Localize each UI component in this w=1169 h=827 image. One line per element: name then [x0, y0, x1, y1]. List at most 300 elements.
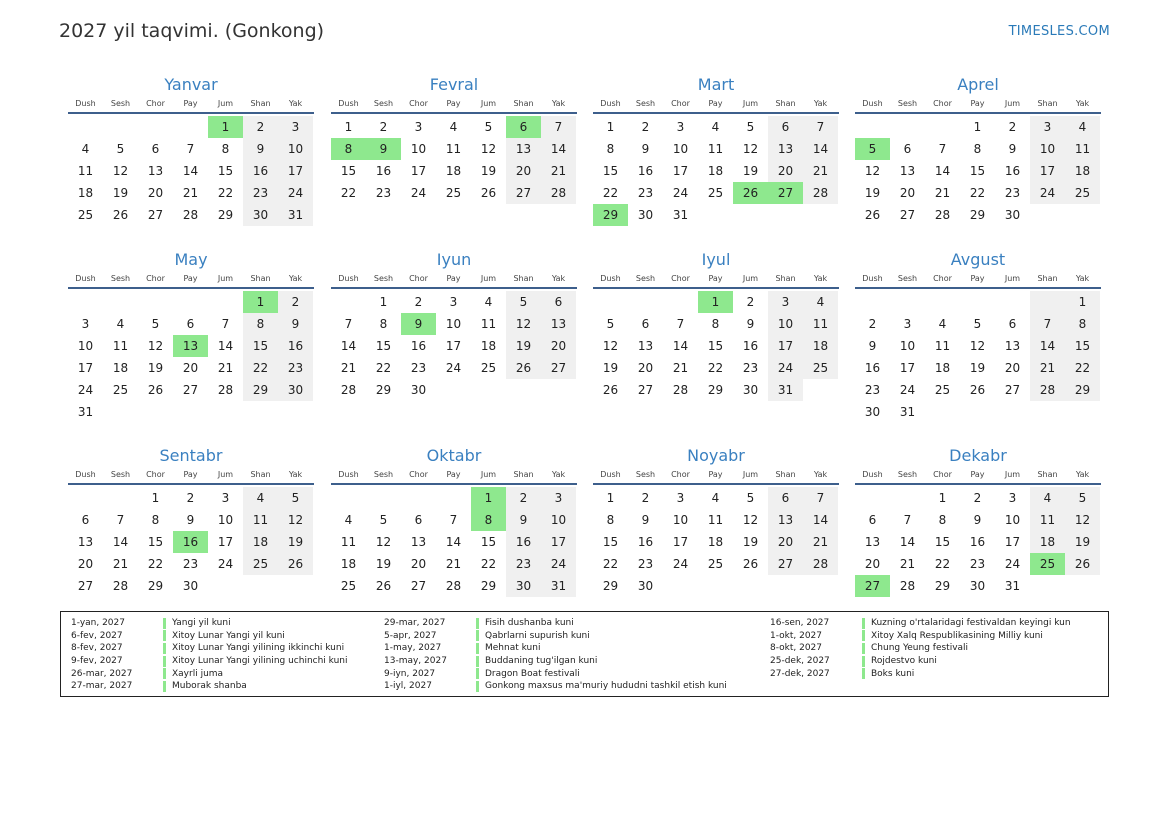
month-aprel: [855, 74, 1101, 226]
weekday-label: Jum: [217, 274, 234, 283]
day-cell: 26: [278, 553, 313, 575]
weekday-label: Dush: [338, 274, 359, 283]
day-cell: 26: [742, 557, 759, 571]
weekday-label: Yak: [551, 99, 566, 108]
empty-day-cell: [960, 291, 995, 313]
weekday-label: Sesh: [110, 470, 131, 479]
legend-row: [71, 630, 348, 643]
day-cell: 5: [484, 120, 493, 134]
legend-holiday-name: Mehnat kuni: [485, 643, 541, 654]
month-divider: [68, 112, 314, 114]
day-cell: 17: [77, 361, 94, 375]
day-cell: 6: [186, 317, 195, 331]
day-cell: 28: [445, 579, 462, 593]
month-divider: [331, 112, 577, 114]
day-cell: 12: [742, 142, 759, 156]
day-cell: 29: [480, 579, 497, 593]
day-cell: 23: [637, 557, 654, 571]
day-cell: 24: [768, 357, 803, 379]
day-cell: 22: [217, 186, 234, 200]
day-cell: 19: [112, 186, 129, 200]
day-cell: 13: [864, 535, 881, 549]
legend-date: 1-yan, 2027: [71, 618, 125, 629]
day-cell: 2: [278, 291, 313, 313]
day-cell: 22: [243, 357, 278, 379]
month-divider: [331, 287, 577, 289]
legend-holiday-name: Kuzning o'rtalaridagi festivaldan keyingi kun: [871, 618, 1071, 629]
weekday-label: Jum: [1004, 274, 1021, 283]
day-cell: 11: [445, 142, 462, 156]
legend-date: 6-fev, 2027: [71, 630, 123, 641]
month-name: Sentabr: [159, 446, 223, 465]
day-cell: 30: [969, 579, 986, 593]
day-cell: 23: [969, 557, 986, 571]
month-name: Oktabr: [426, 446, 482, 465]
day-cell: 10: [541, 509, 576, 531]
empty-day-cell: [1030, 204, 1065, 226]
weekday-label: Yak: [288, 470, 303, 479]
day-cell: 11: [112, 339, 129, 353]
empty-day-cell: [925, 116, 960, 138]
day-cell: 12: [864, 164, 881, 178]
month-name: Avgust: [950, 250, 1006, 269]
day-cell: 15: [147, 535, 164, 549]
weekday-label: Dush: [600, 274, 621, 283]
day-cell: 17: [278, 160, 313, 182]
day-cell: 8: [379, 317, 388, 331]
day-cell: 9: [973, 513, 982, 527]
day-cell: 20: [768, 160, 803, 182]
day-cell: 6: [1008, 317, 1017, 331]
day-cell: 15: [375, 339, 392, 353]
day-cell: 11: [1030, 509, 1065, 531]
day-cell: 31: [77, 405, 94, 419]
day-cell: 2: [746, 295, 755, 309]
legend-row: [71, 680, 348, 693]
empty-day-cell: [103, 116, 138, 138]
day-cell: 9: [278, 313, 313, 335]
weekday-label: Jum: [217, 470, 234, 479]
day-cell: 22: [1065, 357, 1100, 379]
day-cell: 7: [449, 513, 458, 527]
day-cell: 13: [768, 138, 803, 160]
legend-column-3: [770, 617, 1071, 680]
day-cell: 9: [641, 513, 650, 527]
weekday-label: Dush: [75, 470, 96, 479]
day-cell: 20: [541, 335, 576, 357]
weekday-label: Shan: [775, 274, 796, 283]
empty-day-cell: [1065, 204, 1100, 226]
day-cell: 24: [410, 186, 427, 200]
legend-marker: [862, 656, 865, 667]
day-grid: [331, 487, 577, 597]
empty-day-cell: [803, 379, 838, 401]
empty-day-cell: [68, 291, 103, 313]
day-cell: 12: [506, 313, 541, 335]
day-cell: 3: [221, 491, 230, 505]
day-cell: 3: [676, 120, 685, 134]
holiday-day-cell: 5: [855, 138, 890, 160]
day-cell: 6: [641, 317, 650, 331]
day-cell: 30: [410, 383, 427, 397]
month-name: Yanvar: [164, 75, 218, 94]
day-cell: 31: [768, 379, 803, 401]
day-cell: 12: [742, 513, 759, 527]
empty-day-cell: [331, 291, 366, 313]
day-cell: 9: [1008, 142, 1017, 156]
day-cell: 19: [375, 557, 392, 571]
month-divider: [593, 483, 839, 485]
day-cell: 9: [506, 509, 541, 531]
day-cell: 25: [1065, 182, 1100, 204]
empty-day-cell: [663, 291, 698, 313]
day-cell: 18: [112, 361, 129, 375]
day-cell: 9: [868, 339, 877, 353]
empty-day-cell: [138, 116, 173, 138]
site-link[interactable]: TIMESLES.COM: [1008, 24, 1110, 39]
day-cell: 3: [81, 317, 90, 331]
legend-row: [770, 642, 1071, 655]
holiday-day-cell: 27: [855, 575, 890, 597]
day-cell: 8: [151, 513, 160, 527]
empty-day-cell: [960, 401, 995, 423]
day-cell: 3: [1030, 116, 1065, 138]
day-cell: 6: [151, 142, 160, 156]
day-cell: 24: [541, 553, 576, 575]
legend-date: 8-okt, 2027: [770, 643, 823, 654]
day-cell: 13: [506, 138, 541, 160]
day-cell: 26: [506, 357, 541, 379]
day-cell: 20: [637, 361, 654, 375]
day-cell: 16: [243, 160, 278, 182]
weekday-label: Chor: [146, 99, 165, 108]
day-cell: 5: [746, 491, 755, 505]
weekday-label: Sesh: [373, 470, 394, 479]
day-cell: 27: [77, 579, 94, 593]
day-cell: 6: [768, 487, 803, 509]
day-cell: 11: [77, 164, 94, 178]
day-cell: 19: [480, 164, 497, 178]
day-cell: 19: [742, 535, 759, 549]
empty-day-cell: [1065, 401, 1100, 423]
weekday-label: Pay: [183, 99, 198, 108]
day-cell: 28: [182, 208, 199, 222]
legend-marker: [476, 668, 479, 679]
day-cell: 14: [340, 339, 357, 353]
empty-day-cell: [1030, 401, 1065, 423]
day-cell: 20: [899, 186, 916, 200]
day-cell: 31: [899, 405, 916, 419]
day-cell: 13: [768, 509, 803, 531]
legend-holiday-name: Yangi yil kuni: [172, 618, 231, 629]
month-yanvar: [68, 74, 314, 226]
day-cell: 31: [278, 204, 313, 226]
empty-day-cell: [103, 291, 138, 313]
day-cell: 29: [375, 383, 392, 397]
legend-date: 25-dek, 2027: [770, 656, 830, 667]
day-cell: 28: [340, 383, 357, 397]
day-cell: 8: [973, 142, 982, 156]
empty-day-cell: [278, 575, 313, 597]
holiday-day-cell: 1: [698, 291, 733, 313]
month-may: [68, 249, 314, 423]
weekday-header: [593, 271, 839, 287]
day-cell: 3: [768, 291, 803, 313]
day-cell: 19: [969, 361, 986, 375]
day-cell: 17: [445, 339, 462, 353]
day-cell: 24: [672, 186, 689, 200]
month-name: Dekabr: [949, 446, 1007, 465]
weekday-label: Dush: [862, 274, 883, 283]
day-cell: 12: [278, 509, 313, 531]
day-cell: 22: [602, 186, 619, 200]
day-cell: 12: [969, 339, 986, 353]
day-cell: 2: [1008, 120, 1017, 134]
empty-day-cell: [103, 401, 138, 423]
day-cell: 23: [410, 361, 427, 375]
day-cell: 4: [116, 317, 125, 331]
day-cell: 26: [112, 208, 129, 222]
day-cell: 27: [506, 182, 541, 204]
day-cell: 25: [803, 357, 838, 379]
legend-date: 13-may, 2027: [384, 656, 447, 667]
weekday-label: Yak: [1075, 99, 1090, 108]
month-name: Fevral: [429, 75, 479, 94]
holiday-day-cell: 29: [593, 204, 628, 226]
day-cell: 28: [112, 579, 129, 593]
weekday-label: Shan: [775, 470, 796, 479]
legend-row: [770, 655, 1071, 668]
weekday-label: Pay: [970, 470, 985, 479]
weekday-label: Chor: [933, 274, 952, 283]
day-cell: 30: [637, 208, 654, 222]
month-divider: [331, 483, 577, 485]
legend-marker: [862, 630, 865, 641]
day-cell: 2: [641, 491, 650, 505]
day-cell: 16: [506, 531, 541, 553]
holiday-day-cell: 1: [471, 487, 506, 509]
weekday-header: [855, 271, 1101, 287]
day-cell: 8: [221, 142, 230, 156]
day-cell: 3: [903, 317, 912, 331]
empty-day-cell: [1030, 575, 1065, 597]
empty-day-cell: [401, 487, 436, 509]
day-cell: 7: [803, 116, 838, 138]
legend-row: [384, 630, 727, 643]
day-cell: 18: [340, 557, 357, 571]
day-cell: 29: [707, 383, 724, 397]
day-cell: 21: [1030, 357, 1065, 379]
day-cell: 5: [506, 291, 541, 313]
day-cell: 16: [864, 361, 881, 375]
legend-marker: [163, 656, 166, 667]
day-cell: 6: [541, 291, 576, 313]
day-cell: 12: [480, 142, 497, 156]
day-cell: 20: [768, 531, 803, 553]
empty-day-cell: [366, 487, 401, 509]
day-cell: 10: [217, 513, 234, 527]
day-cell: 16: [637, 164, 654, 178]
day-cell: 11: [480, 317, 497, 331]
day-cell: 24: [278, 182, 313, 204]
day-cell: 2: [506, 487, 541, 509]
legend-date: 26-mar, 2027: [71, 668, 133, 679]
weekday-label: Chor: [146, 274, 165, 283]
day-cell: 4: [1065, 116, 1100, 138]
legend-row: [71, 617, 348, 630]
day-cell: 21: [672, 361, 689, 375]
day-cell: 24: [77, 383, 94, 397]
empty-day-cell: [173, 291, 208, 313]
legend-marker: [163, 643, 166, 654]
legend-holiday-name: Muborak shanba: [172, 681, 247, 692]
day-cell: 1: [1065, 291, 1100, 313]
weekday-label: Dush: [862, 99, 883, 108]
day-cell: 4: [711, 120, 720, 134]
month-divider: [68, 287, 314, 289]
day-cell: 3: [278, 116, 313, 138]
day-cell: 14: [182, 164, 199, 178]
day-cell: 2: [186, 491, 195, 505]
day-cell: 8: [711, 317, 720, 331]
day-cell: 13: [147, 164, 164, 178]
weekday-label: Chor: [409, 274, 428, 283]
weekday-label: Pay: [183, 274, 198, 283]
weekday-label: Dush: [600, 99, 621, 108]
day-cell: 22: [375, 361, 392, 375]
day-cell: 30: [243, 204, 278, 226]
day-cell: 18: [707, 535, 724, 549]
legend-date: 1-iyl, 2027: [384, 681, 432, 692]
day-cell: 20: [506, 160, 541, 182]
day-cell: 15: [969, 164, 986, 178]
weekday-label: Sesh: [635, 99, 656, 108]
weekday-label: Chor: [671, 99, 690, 108]
day-cell: 11: [707, 142, 724, 156]
day-cell: 28: [672, 383, 689, 397]
day-cell: 25: [112, 383, 129, 397]
legend-marker: [163, 630, 166, 641]
day-cell: 7: [903, 513, 912, 527]
legend-column-2: [384, 617, 727, 693]
day-cell: 28: [217, 383, 234, 397]
day-cell: 14: [803, 509, 838, 531]
weekday-label: Pay: [708, 274, 723, 283]
day-cell: 19: [147, 361, 164, 375]
day-cell: 16: [742, 339, 759, 353]
day-cell: 22: [480, 557, 497, 571]
day-cell: 16: [410, 339, 427, 353]
weekday-label: Chor: [146, 470, 165, 479]
empty-day-cell: [768, 204, 803, 226]
day-cell: 30: [506, 575, 541, 597]
weekday-label: Pay: [446, 470, 461, 479]
day-cell: 18: [243, 531, 278, 553]
legend-marker: [163, 618, 166, 629]
day-cell: 15: [707, 339, 724, 353]
empty-day-cell: [243, 401, 278, 423]
weekday-label: Sesh: [373, 99, 394, 108]
day-cell: 5: [379, 513, 388, 527]
day-cell: 20: [1004, 361, 1021, 375]
day-cell: 21: [541, 160, 576, 182]
day-cell: 10: [899, 339, 916, 353]
holiday-day-cell: 26: [733, 182, 768, 204]
day-cell: 7: [1030, 313, 1065, 335]
legend-holiday-name: Chung Yeung festivali: [871, 643, 969, 654]
holiday-day-cell: 25: [1030, 553, 1065, 575]
legend-date: 5-apr, 2027: [384, 630, 437, 641]
day-cell: 24: [1004, 557, 1021, 571]
day-cell: 17: [768, 335, 803, 357]
legend-holiday-name: Fisih dushanba kuni: [485, 618, 574, 629]
day-cell: 10: [1004, 513, 1021, 527]
day-cell: 25: [707, 557, 724, 571]
day-cell: 8: [606, 513, 615, 527]
weekday-label: Shan: [250, 274, 271, 283]
day-cell: 3: [1008, 491, 1017, 505]
empty-day-cell: [278, 401, 313, 423]
legend-holiday-name: Boks kuni: [871, 668, 915, 679]
legend-marker: [862, 668, 865, 679]
day-cell: 24: [899, 383, 916, 397]
day-cell: 27: [899, 208, 916, 222]
weekday-label: Sesh: [897, 274, 918, 283]
day-grid: [331, 116, 577, 204]
weekday-label: Shan: [775, 99, 796, 108]
day-cell: 26: [375, 579, 392, 593]
legend-row: [384, 655, 727, 668]
day-cell: 16: [375, 164, 392, 178]
empty-day-cell: [471, 379, 506, 401]
empty-day-cell: [173, 116, 208, 138]
day-cell: 18: [1030, 531, 1065, 553]
month-name: Iyun: [436, 250, 472, 269]
day-cell: 15: [217, 164, 234, 178]
legend-row: [384, 642, 727, 655]
empty-day-cell: [138, 291, 173, 313]
holiday-day-cell: 8: [471, 509, 506, 531]
day-cell: 1: [344, 120, 353, 134]
weekday-header: [68, 271, 314, 287]
day-grid: [593, 291, 839, 401]
legend-date: 1-okt, 2027: [770, 630, 823, 641]
empty-day-cell: [436, 379, 471, 401]
day-cell: 1: [973, 120, 982, 134]
legend-column-1: [71, 617, 348, 693]
day-cell: 15: [934, 535, 951, 549]
legend-marker: [476, 656, 479, 667]
day-cell: 5: [973, 317, 982, 331]
month-dekabr: [855, 445, 1101, 597]
day-cell: 20: [182, 361, 199, 375]
day-grid: [593, 487, 839, 597]
weekday-label: Yak: [1075, 274, 1090, 283]
weekday-label: Dush: [338, 470, 359, 479]
day-cell: 17: [672, 535, 689, 549]
day-cell: 21: [934, 186, 951, 200]
legend-date: 16-sen, 2027: [770, 618, 830, 629]
day-cell: 29: [243, 379, 278, 401]
day-cell: 27: [182, 383, 199, 397]
weekday-label: Yak: [1075, 470, 1090, 479]
weekday-header: [68, 467, 314, 483]
day-cell: 3: [414, 120, 423, 134]
weekday-label: Shan: [250, 470, 271, 479]
day-cell: 14: [934, 164, 951, 178]
empty-day-cell: [855, 487, 890, 509]
day-cell: 13: [637, 339, 654, 353]
